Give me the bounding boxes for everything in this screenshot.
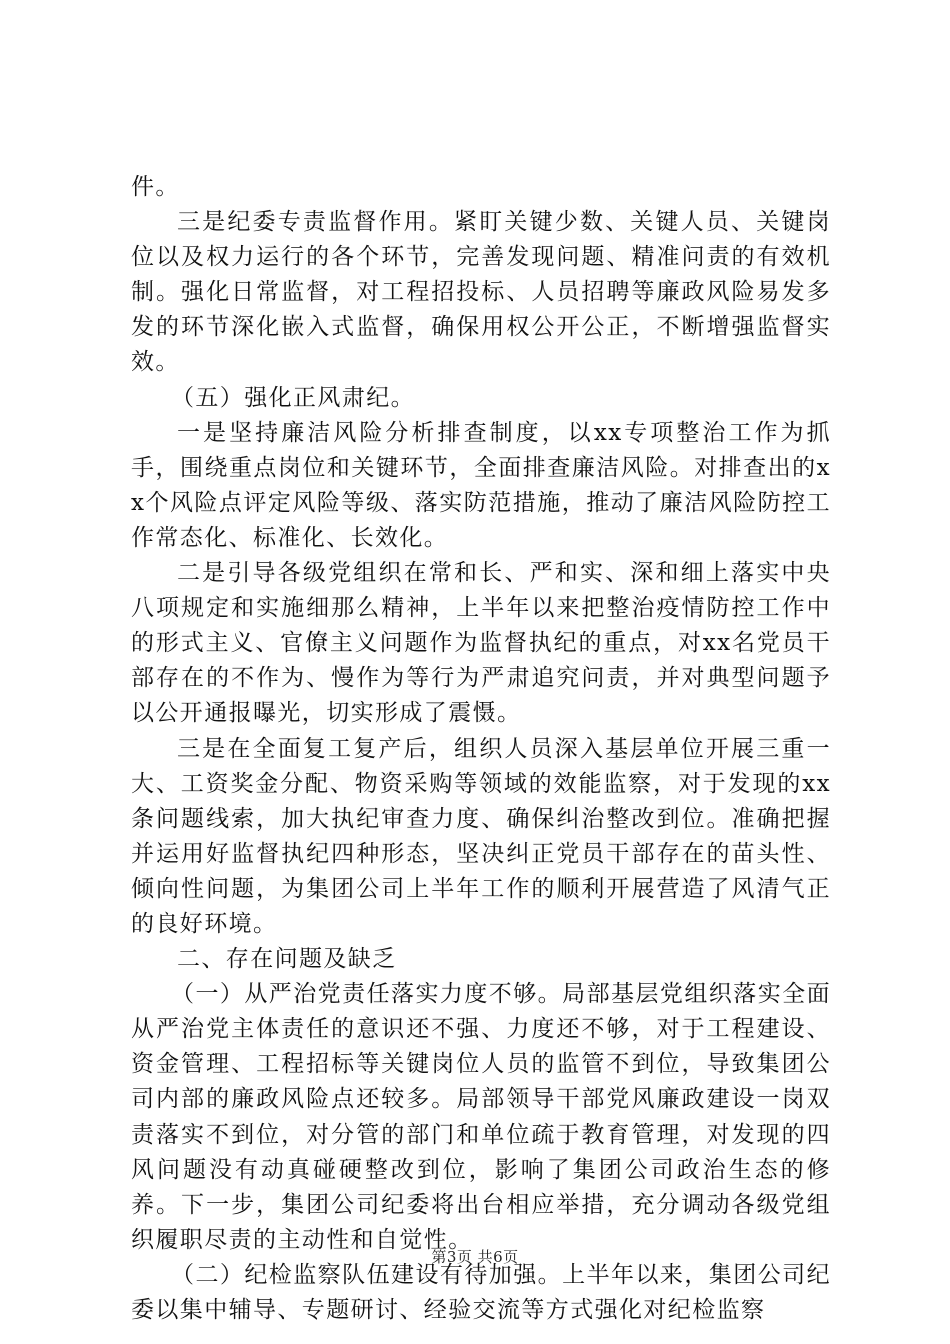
paragraph-risk-screening: 一是坚持廉洁风险分析排查制度，以xx专项整治工作为抓手，围绕重点岗位和关键环节，全面排查廉洁风险。对排查出的xx个风险点评定风险等级、落实防范措施，推动了廉洁风险防控工作常态化、标准化、长效化。 (131, 419, 831, 551)
paragraph-team-building: （二）纪检监察队伍建设有待加强。上半年以来，集团公司纪委以集中辅导、专题研讨、经验交流等方式强化对纪检监察 (131, 1261, 831, 1323)
section-heading-problems: 二、存在问题及缺乏 (177, 946, 397, 973)
paragraph-responsibility-gap: （一）从严治党责任落实力度不够。局部基层党组织落实全面从严治党主体责任的意识还不强、力度还不够，对于工程建设、资金管理、工程招标等关键岗位人员的监管不到位，导致集团公司内部的廉政风险点还较多。局部领导干部党风廉政建设一岗双责落实不到位，对分管的部门和单位疏于教育管理，对发现的四风问题没有动真碰硬整改到位，影响了集团公司政治生态的修养。下一步，集团公司纪委将出台相应举措，充分调动各级党组织履职尽责的主动性和自觉性。 (131, 981, 831, 1253)
paragraph-efficiency-supervision: 三是在全面复工复产后，组织人员深入基层单位开展三重一大、工资奖金分配、物资采购等领域的效能监察，对于发现的xx条问题线索，加大执纪审查力度、确保纠治整改到位。准确把握并运用好监督执纪四种形态，坚决纠正党员干部存在的苗头性、倾向性问题，为集团公司上半年工作的顺利开展营造了风清气正的良好环境。 (131, 735, 831, 937)
paragraph-continuation: 件。 (131, 174, 180, 200)
section-heading-five: （五）强化正风肃纪。 (171, 384, 415, 411)
page-number-footer: 第3页 共6页 (431, 1248, 519, 1266)
document-body (131, 170, 831, 1328)
paragraph-discipline-supervision: 三是纪委专责监督作用。紧盯关键少数、关键人员、关键岗位以及权力运行的各个环节，完善发现问题、精准问责的有效机制。强化日常监督，对工程招投标、人员招聘等廉政风险易发多发的环节深化嵌入式监督，确保用权公开公正，不断增强监督实效。 (131, 209, 831, 376)
paragraph-eight-rules: 二是引导各级党组织在常和长、严和实、深和细上落实中央八项规定和实施细那么精神，上半年以来把整治疫情防控工作中的形式主义、官僚主义问题作为监督执纪的重点，对xx名党员干部存在的不作为、慢作为等行为严肃追究问责，并对典型问题予以公开通报曝光，切实形成了震慑。 (131, 560, 831, 727)
